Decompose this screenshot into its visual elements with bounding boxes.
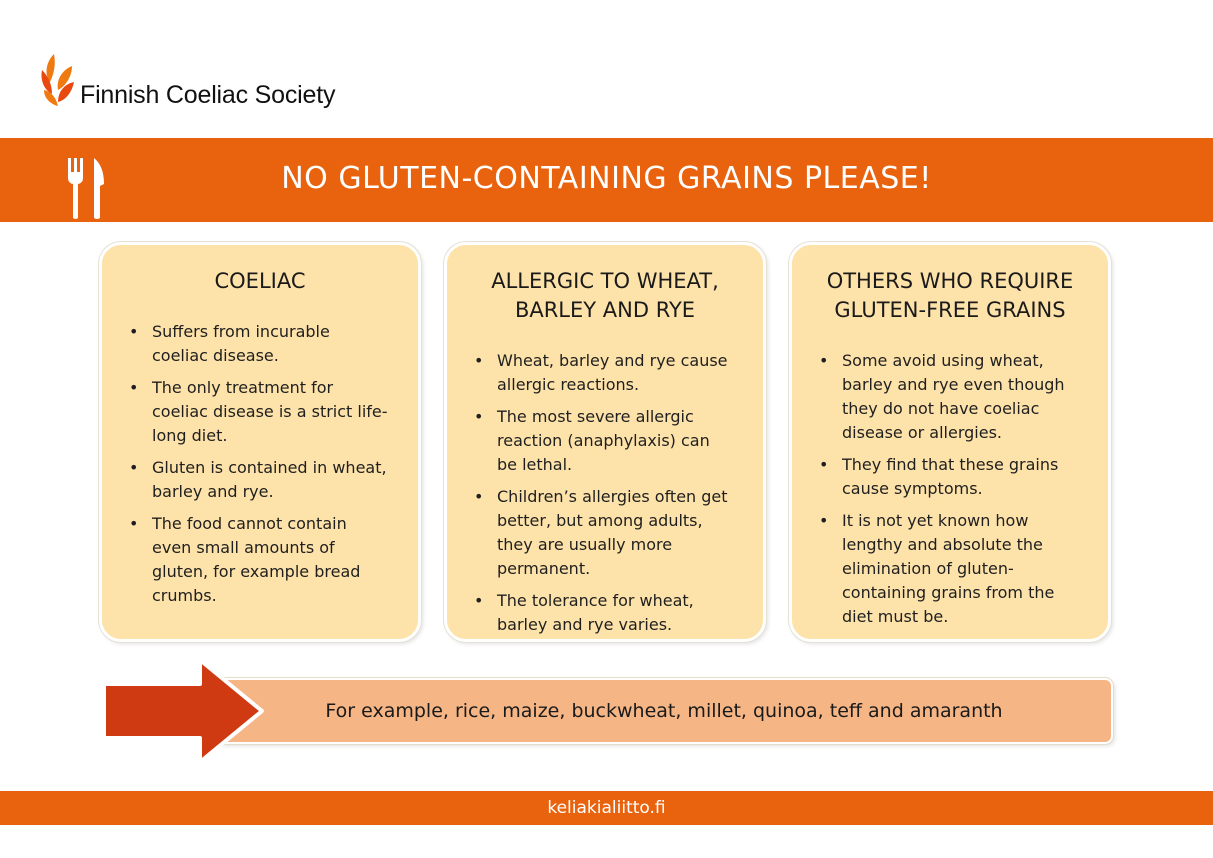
list-item: • Wheat, barley and rye cause allergic reactions. <box>497 349 743 397</box>
example-text: For example, rice, maize, buckwheat, millet, quinoa, teff and amaranth <box>325 700 1003 722</box>
list-item: • Children’s allergies often get better, but among adults, they are usually more permanent. <box>497 485 743 581</box>
footer-bar <box>0 791 1213 825</box>
card-title: ALLERGIC TO WHEAT, BARLEY AND RYE <box>491 269 719 322</box>
list-item: • The food cannot contain even small amounts of gluten, for example bread crumbs. <box>152 512 398 608</box>
list-item: • Gluten is contained in wheat, barley and rye. <box>152 456 398 504</box>
logo <box>40 52 335 110</box>
list-item: • Some avoid using wheat, barley and rye even though they do not have coeliac disease or allergies. <box>842 349 1088 445</box>
organization-name: Finnish Coeliac Society <box>80 80 336 109</box>
card-list <box>467 349 743 637</box>
title-banner <box>0 138 1213 222</box>
list-item: • The tolerance for wheat, barley and rye varies. <box>497 589 743 637</box>
card-title: OTHERS WHO REQUIRE GLUTEN-FREE GRAINS <box>826 269 1074 322</box>
card-title: COELIAC <box>214 269 306 293</box>
page-title: NO GLUTEN-CONTAINING GRAINS PLEASE! <box>281 161 932 196</box>
list-item: • They find that these grains cause symptoms. <box>842 453 1088 501</box>
website-link[interactable]: keliakialiitto.fi <box>547 798 666 818</box>
card-others <box>789 242 1111 642</box>
list-item: • Suffers from incurable coeliac disease. <box>152 320 398 368</box>
card-allergic <box>444 242 766 642</box>
example-grains-bar <box>215 678 1113 744</box>
list-item: • The most severe allergic reaction (anaphylaxis) can be lethal. <box>497 405 743 477</box>
card-list <box>122 320 398 608</box>
wheat-leaves-icon <box>40 52 76 110</box>
right-arrow-icon <box>100 656 266 770</box>
list-item: • The only treatment for coeliac disease is a strict life-long diet. <box>152 376 398 448</box>
list-item: • It is not yet known how lengthy and absolute the elimination of gluten-containing grains from the diet must be. <box>842 509 1088 629</box>
card-list <box>812 349 1088 629</box>
card-coeliac <box>99 242 421 642</box>
